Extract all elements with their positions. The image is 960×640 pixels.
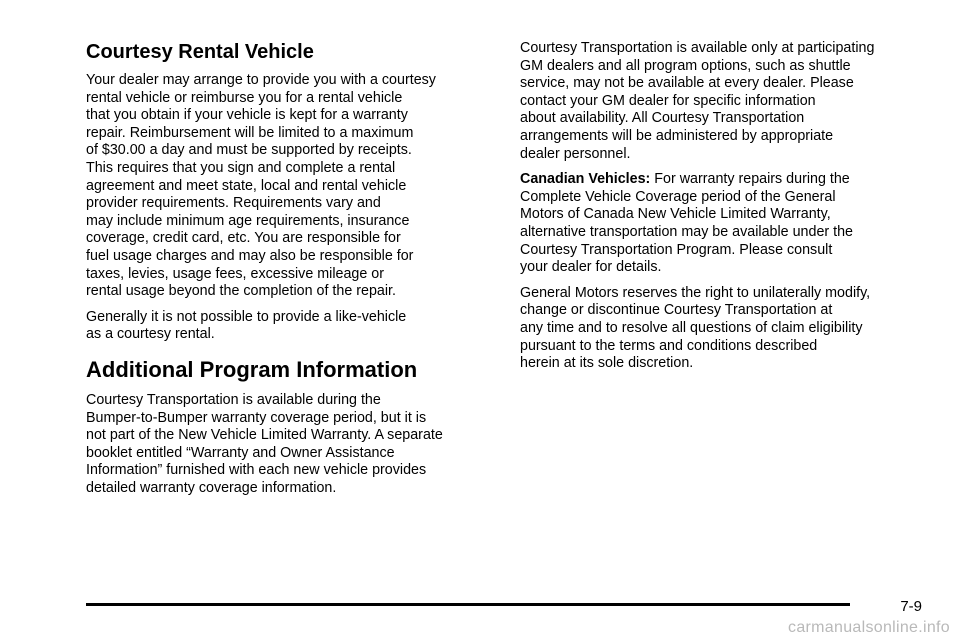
text-line: General Motors reserves the right to unilaterally modify, [520, 284, 871, 301]
section-heading-additional-program-information: Additional Program Information [86, 356, 418, 382]
paragraph-additional-program [86, 392, 496, 498]
section-heading-courtesy-rental-vehicle: Courtesy Rental Vehicle [86, 41, 314, 63]
footer-rule [86, 603, 850, 606]
text-line: taxes, levies, usage fees, excessive mileage or [86, 265, 385, 282]
text-line: Courtesy Transportation Program. Please consult [520, 241, 833, 258]
text-line: service, may not be available at every dealer. Please [520, 75, 854, 92]
text-line: Courtesy Transportation is available only at participating [520, 40, 875, 56]
text-line: may include minimum age requirements, insurance [86, 212, 410, 229]
text-line: not part of the New Vehicle Limited Warranty. A separate [86, 427, 443, 444]
text-line: coverage, credit card, etc. You are responsible for [86, 230, 401, 247]
text-line: of $30.00 a day and must be supported by receipts. [86, 142, 412, 159]
text-line: your dealer for details. [520, 259, 662, 276]
text-line: contact your GM dealer for specific information [520, 92, 816, 109]
text-line: GM dealers and all program options, such as shuttle [520, 57, 851, 74]
text-line: about availability. All Courtesy Transportation [520, 110, 805, 127]
text-line: herein at its sole discretion. [520, 355, 694, 372]
right-column [520, 40, 940, 381]
left-column [86, 40, 496, 505]
paragraph-like-vehicle [86, 309, 496, 344]
text-line: any time and to resolve all questions of claim eligibility [520, 319, 863, 336]
text-line: Generally it is not possible to provide a like-vehicle [86, 308, 407, 325]
text-line: Your dealer may arrange to provide you with a courtesy [86, 72, 436, 88]
paragraph-general-motors-reserves [520, 285, 940, 373]
text-line: Complete Vehicle Coverage period of the General [520, 188, 836, 205]
text-line: provider requirements. Requirements vary and [86, 195, 381, 212]
paragraph-canadian-vehicles [520, 171, 940, 277]
text-line: as a courtesy rental. [86, 326, 215, 343]
text-line: Courtesy Transportation is available during the [86, 391, 381, 408]
text-line: dealer personnel. [520, 145, 631, 162]
text-line: that you obtain if your vehicle is kept for a warranty [86, 107, 408, 124]
text-run: For warranty repairs during the [650, 171, 850, 188]
text-line: repair. Reimbursement will be limited to a maximum [86, 124, 414, 141]
text-line: detailed warranty coverage information. [86, 479, 337, 496]
page-number: 7-9 [900, 598, 922, 615]
text-line: arrangements will be administered by appropriate [520, 127, 834, 144]
text-line: This requires that you sign and complete a rental [86, 159, 396, 176]
text-line: change or discontinue Courtesy Transportation at [520, 302, 833, 319]
text-line: Motors of Canada New Vehicle Limited Warranty, [520, 206, 831, 223]
canadian-vehicles-label: Canadian Vehicles: [520, 171, 651, 188]
text-line: fuel usage charges and may also be responsible for [86, 247, 414, 264]
watermark: carmanualsonline.info [788, 619, 950, 636]
text-line: rental usage beyond the completion of the repair. [86, 283, 396, 300]
paragraph-courtesy-rental [86, 72, 496, 301]
text-line: alternative transportation may be available under the [520, 223, 854, 240]
text-line: rental vehicle or reimburse you for a rental vehicle [86, 89, 403, 106]
paragraph-participating-dealers [520, 40, 940, 163]
text-line: agreement and meet state, local and rental vehicle [86, 177, 407, 194]
text-line: Bumper-to-Bumper warranty coverage period, but it is [86, 409, 427, 426]
text-line [520, 171, 940, 189]
text-line: pursuant to the terms and conditions described [520, 337, 818, 354]
text-line: Information” furnished with each new vehicle provides [86, 462, 427, 479]
text-line: booklet entitled “Warranty and Owner Assistance [86, 444, 395, 461]
